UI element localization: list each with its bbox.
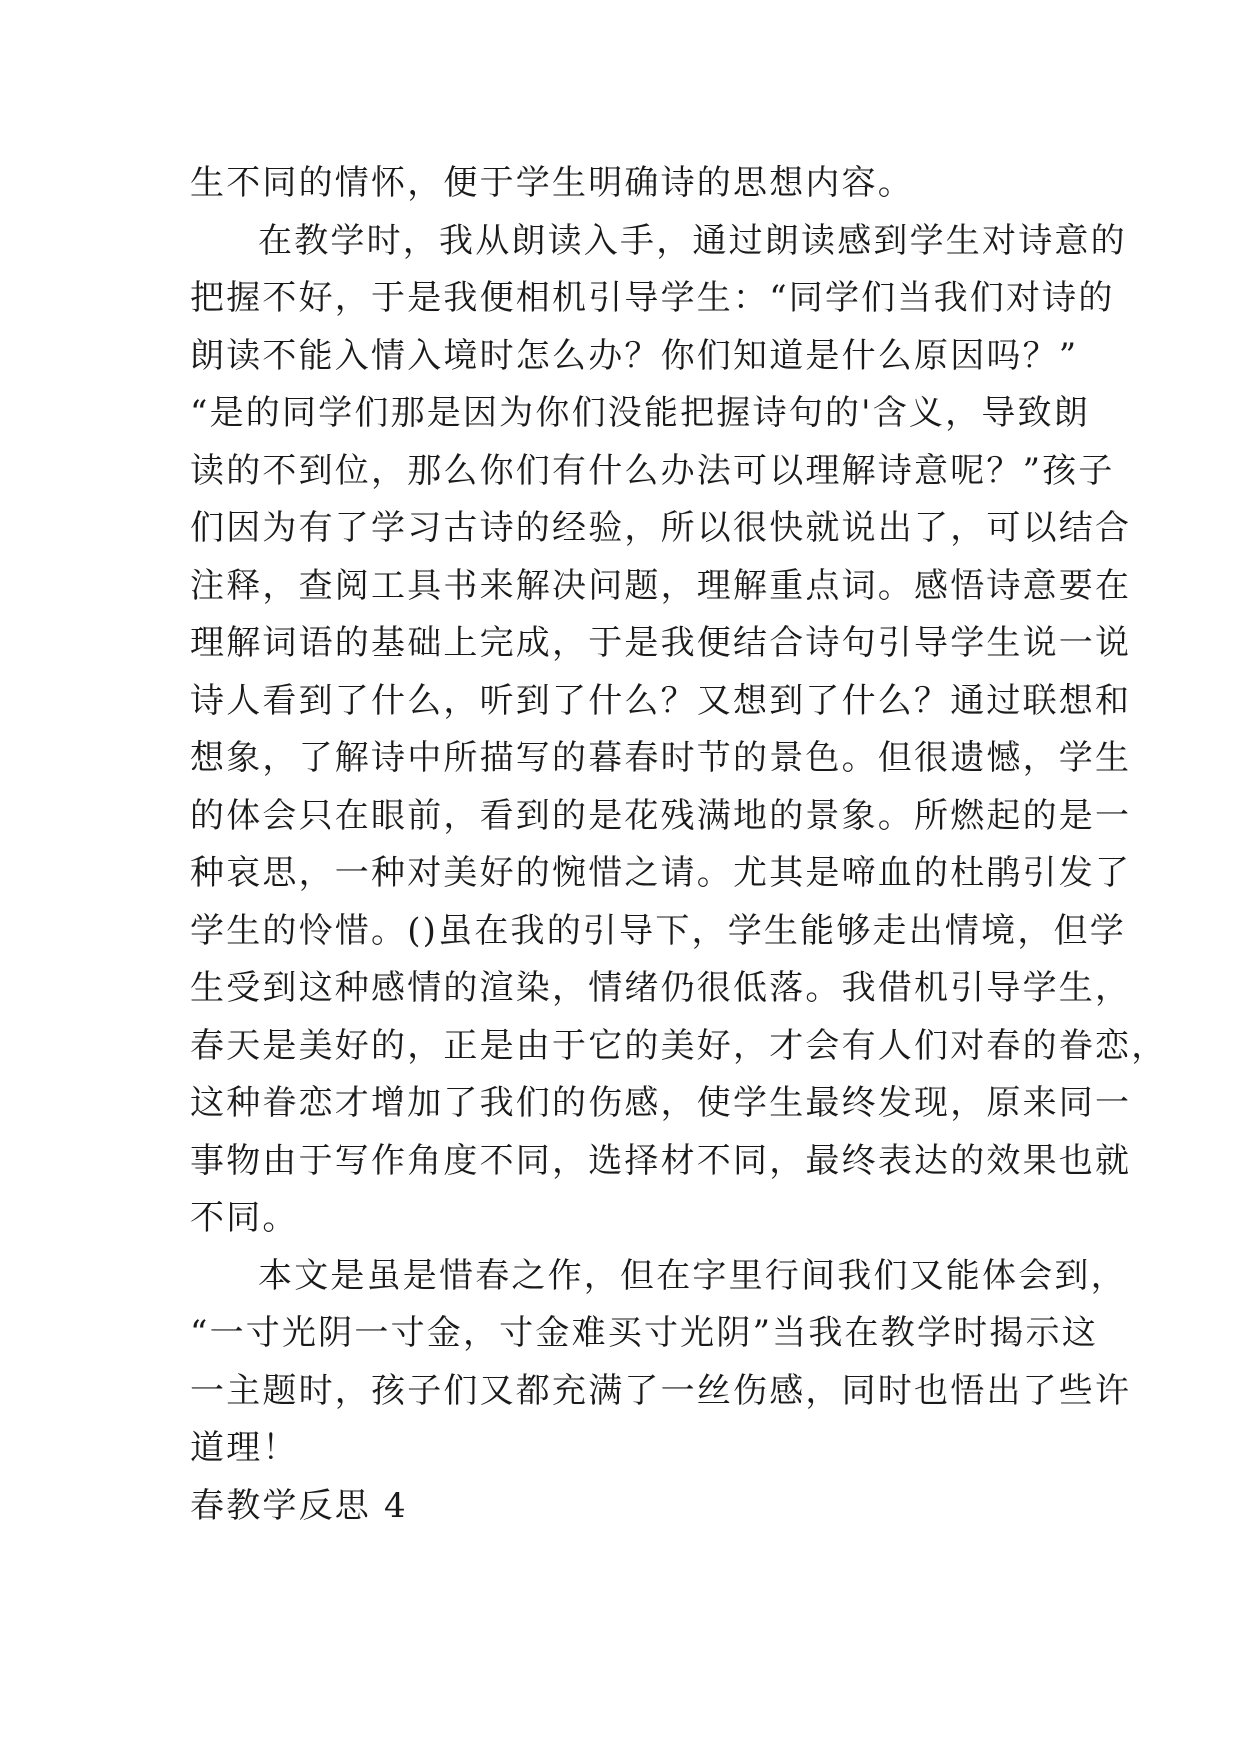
text-line: 把握不好，于是我便相机引导学生：“同学们当我们对诗的 bbox=[190, 278, 1115, 318]
section-heading: 春教学反思 4 bbox=[190, 1485, 408, 1526]
document-body bbox=[190, 155, 1168, 1535]
text-line: “是的同学们那是因为你们没能把握诗句的'含义，导致朗 bbox=[190, 393, 1090, 433]
text-line: 想象，了解诗中所描写的暮春时节的景色。但很遗憾，学生 bbox=[190, 738, 1132, 778]
paragraph-start-line: 在教学时，我从朗读入手，通过朗读感到学生对诗意的 bbox=[258, 220, 1127, 261]
text-line: 们因为有了学习古诗的经验，所以很快就说出了，可以结合 bbox=[190, 508, 1132, 548]
text-line: 不同。 bbox=[190, 1198, 299, 1238]
text-line: 种哀思，一种对美好的惋惜之请。尤其是啼血的杜鹃引发了 bbox=[190, 853, 1132, 893]
text-line: 诗人看到了什么，听到了什么？又想到了什么？通过联想和 bbox=[190, 680, 1132, 721]
text-line: 的体会只在眼前，看到的是花残满地的景象。所燃起的是一 bbox=[190, 795, 1132, 836]
text-line: 注释，查阅工具书来解决问题，理解重点词。感悟诗意要在 bbox=[190, 565, 1132, 606]
text-line: 朗读不能入情入境时怎么办？你们知道是什么原因吗？” bbox=[190, 335, 1079, 376]
text-line: 一主题时，孩子们又都充满了一丝伤感，同时也悟出了些许 bbox=[190, 1370, 1132, 1411]
text-line: 这种眷恋才增加了我们的伤感，使学生最终发现，原来同一 bbox=[190, 1083, 1132, 1123]
text-line: 理解词语的基础上完成，于是我便结合诗句引导学生说一说 bbox=[190, 623, 1132, 663]
text-line: 学生的怜惜。()虽在我的引导下，学生能够走出情境，但学 bbox=[190, 910, 1126, 951]
text-line: 道理！ bbox=[190, 1428, 299, 1468]
text-line: 生不同的情怀，便于学生明确诗的思想内容。 bbox=[190, 163, 914, 203]
text-line: 春天是美好的，正是由于它的美好，才会有人们对春的眷恋， bbox=[190, 1025, 1168, 1066]
text-line: 生受到这种感情的渲染，情绪仍很低落。我借机引导学生， bbox=[190, 968, 1132, 1008]
text-line: 读的不到位，那么你们有什么办法可以理解诗意呢？”孩子 bbox=[190, 450, 1115, 491]
paragraph-start-line: 本文是虽是惜春之作，但在字里行间我们又能体会到， bbox=[258, 1255, 1127, 1296]
text-line: 事物由于写作角度不同，选择材不同，最终表达的效果也就 bbox=[190, 1140, 1132, 1181]
text-line: “一寸光阴一寸金，寸金难买寸光阴”当我在教学时揭示这 bbox=[190, 1313, 1098, 1353]
